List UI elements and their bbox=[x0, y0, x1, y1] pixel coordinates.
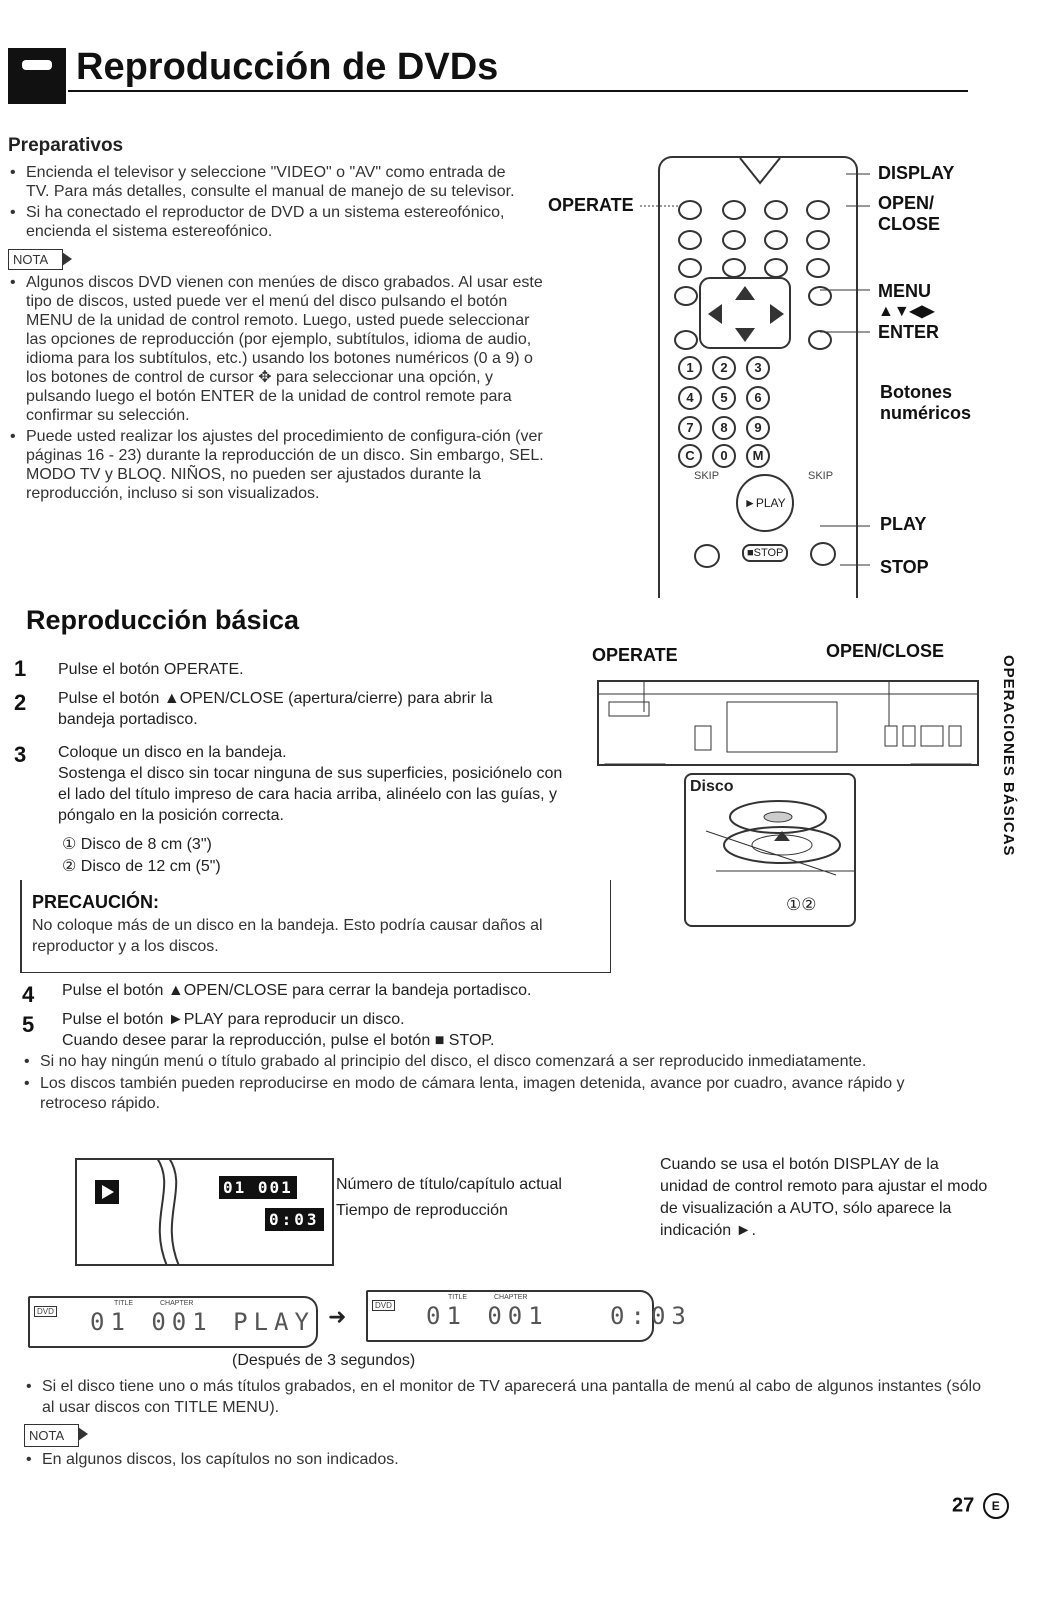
lcd-tag: DVD bbox=[372, 1300, 395, 1311]
skip-right-label: SKIP bbox=[808, 470, 834, 482]
step-text: Pulse el botón ►PLAY para reproducir un disco. bbox=[62, 1011, 405, 1028]
play-indicator-icon bbox=[95, 1180, 119, 1204]
remote-operate-label: OPERATE bbox=[548, 195, 634, 215]
step-text: Pulse el botón OPERATE. bbox=[58, 661, 244, 678]
lcd-title-label: TITLE bbox=[448, 1294, 468, 1301]
basic-bullet: • Si no hay ningún menú o título grabado al principio del disco, el disco comenzará a ser reproducido inmediatamente. bbox=[22, 1052, 972, 1072]
disc-size-item: ② Disco de 12 cm (5") bbox=[62, 858, 221, 875]
step-detail: Cuando desee parar la reproducción, pulse el botón ■ STOP. bbox=[62, 1032, 495, 1049]
section-side-tab: OPERACIONES BÁSICAS bbox=[1000, 655, 1017, 857]
num-button: 7 bbox=[678, 416, 702, 440]
title-chapter-caption: Número de título/capítulo actual bbox=[336, 1176, 562, 1193]
lcd-time-text: 01 001 0:03 bbox=[426, 1302, 692, 1330]
lcd-chapter-label: CHAPTER bbox=[160, 1300, 194, 1307]
dvd-player-figure bbox=[597, 680, 979, 766]
player-operate-label: OPERATE bbox=[592, 645, 678, 665]
end-notes bbox=[24, 1376, 984, 1472]
num-button: 1 bbox=[678, 356, 702, 380]
num-button: 3 bbox=[746, 356, 770, 380]
step-text: Coloque un disco en la bandeja. bbox=[58, 744, 287, 761]
disc-markers: ①② bbox=[786, 895, 817, 914]
num-button: C bbox=[678, 444, 702, 468]
display-note: Cuando se usa el botón DISPLAY de la unidad de control remoto para ajustar el modo de visualización a AUTO, sólo aparece la indicación ►. bbox=[660, 1156, 988, 1239]
step-number: 2 bbox=[14, 690, 27, 715]
remote-callout-lines bbox=[610, 160, 870, 590]
nota-bullet: • Algunos discos DVD vienen con menúes de disco grabados. Al usar este tipo de discos, usted puede ver el menú del disco pulsando el botón MENU de la unidad de control remoto. Luego, usted puede seleccionar las opciones de reproducción (por ejemplo, subtítulos, idioma de audio, idioma para los subtítulos, etc.) usando los botones numéricos (0 a 9) o los botones de control de cursor ✥ para seleccionar una opción, y pulsando luego el botón ENTER de la unidad de control remote para confirmar su selección. bbox=[8, 273, 548, 425]
disco-label: Disco bbox=[690, 778, 734, 795]
remote-open-close-label: OPEN/ CLOSE bbox=[878, 193, 941, 234]
dvd-player-drawing bbox=[599, 682, 977, 764]
display-figure bbox=[75, 1158, 334, 1266]
lcd-caption: (Después de 3 segundos) bbox=[232, 1352, 416, 1369]
preparativos-bullet: • Encienda el televisor y seleccione "VIDEO" o "AV" como entrada de TV. Para más detalles, consulte el manual de manejo de su televisor. bbox=[8, 163, 518, 201]
lcd-tag: DVD bbox=[34, 1306, 57, 1317]
skip-left-label: SKIP bbox=[694, 470, 720, 482]
remote-numeric-label: Botones numéricos bbox=[880, 382, 972, 423]
remote-display-label: DISPLAY bbox=[878, 163, 955, 183]
section-icon bbox=[8, 48, 66, 104]
page-number bbox=[952, 1493, 1009, 1519]
num-button: 4 bbox=[678, 386, 702, 410]
basic-heading: Reproducción básica bbox=[26, 605, 300, 635]
num-button: 9 bbox=[746, 416, 770, 440]
precaution-title: PRECAUCIÓN: bbox=[32, 892, 160, 912]
disc-size-item: ① Disco de 8 cm (3") bbox=[62, 836, 212, 853]
remote-enter-label: ENTER bbox=[878, 322, 940, 342]
num-button: 6 bbox=[746, 386, 770, 410]
step-text: Pulse el botón ▲OPEN/CLOSE (apertura/cierre) para abrir la bandeja portadisco. bbox=[58, 690, 493, 728]
end-nota-label: NOTA bbox=[24, 1424, 79, 1447]
player-open-close-label: OPEN/CLOSE bbox=[826, 641, 945, 661]
play-button-label: ►PLAY bbox=[744, 496, 786, 510]
step-number: 1 bbox=[14, 656, 27, 681]
title-rule bbox=[68, 90, 968, 92]
lcd-time-display bbox=[366, 1290, 692, 1342]
lcd-play-display bbox=[28, 1296, 318, 1348]
preparativos-list bbox=[8, 163, 544, 505]
lcd-chapter-label: CHAPTER bbox=[494, 1294, 528, 1301]
basic-bullets bbox=[22, 1052, 972, 1116]
precaution-text: No coloque más de un disco en la bandeja. Esto podría causar daños al reproductor y a los discos. bbox=[32, 917, 543, 955]
num-button: 5 bbox=[712, 386, 736, 410]
sequence-arrow-icon: ➜ bbox=[328, 1304, 347, 1329]
precaution-box bbox=[20, 880, 611, 973]
time-readout: 0:03 bbox=[265, 1208, 324, 1231]
num-button: 8 bbox=[712, 416, 736, 440]
remote-menu-label: MENU bbox=[878, 281, 931, 301]
step-text: Pulse el botón ▲OPEN/CLOSE para cerrar la bandeja portadisco. bbox=[62, 982, 532, 999]
remote-stop-label: STOP bbox=[880, 557, 929, 577]
step-number: 3 bbox=[14, 742, 27, 767]
end-bullet: • Si el disco tiene uno o más títulos grabados, en el monitor de TV aparecerá una pantalla de menú al cabo de algunos instantes (sólo al usar discos con TITLE MENU). bbox=[24, 1376, 984, 1418]
preparativos-heading: Preparativos bbox=[8, 135, 124, 156]
remote-arrows-label: ▲▼◀▶ bbox=[878, 303, 935, 320]
page-number-value: 27 bbox=[952, 1494, 975, 1517]
lcd-play-text: 01 001 PLAY bbox=[90, 1308, 315, 1336]
lcd-title-label: TITLE bbox=[114, 1300, 134, 1307]
nota-bullet: • Puede usted realizar los ajustes del procedimiento de configura-ción (ver páginas 16 - 23) durante la reproducción de un disco. Sin embargo, SEL. MODO TV y BLOQ. NIÑOS, no pueden ser ajustados durante la reproducción, incluso si son visualizados. bbox=[8, 427, 548, 503]
page-title: Reproducción de DVDs bbox=[76, 46, 499, 88]
preparativos-bullet: • Si ha conectado el reproductor de DVD a un sistema estereofónico, encienda el sistema estereofónico. bbox=[8, 203, 518, 241]
title-chapter-readout: 01 001 bbox=[219, 1176, 297, 1199]
num-button: 0 bbox=[712, 444, 736, 468]
disc-tray-figure bbox=[684, 773, 856, 927]
stop-button-label: ■STOP bbox=[742, 544, 788, 562]
remote-play-label: PLAY bbox=[880, 514, 927, 534]
step-detail: Sostenga el disco sin tocar ninguna de sus superficies, posiciónelo con el lado del título impreso de cara hacia arriba, alinéelo con las guías, y póngalo en la posición correcta. bbox=[58, 765, 563, 824]
display-break-icon bbox=[137, 1158, 197, 1266]
nota-label: NOTA bbox=[8, 249, 63, 270]
step-number: 5 bbox=[22, 1012, 35, 1037]
language-e-icon: E bbox=[983, 1493, 1009, 1519]
num-button: 2 bbox=[712, 356, 736, 380]
basic-bullet: • Los discos también pueden reproducirse en modo de cámara lenta, imagen detenida, avance por cuadro, avance rápido y retroceso rápido. bbox=[22, 1074, 972, 1114]
end-nota-text: • En algunos discos, los capítulos no son indicados. bbox=[24, 1449, 984, 1470]
time-caption: Tiempo de reproducción bbox=[336, 1202, 508, 1219]
num-button: M bbox=[746, 444, 770, 468]
disc-tray-drawing bbox=[686, 775, 854, 925]
step-number: 4 bbox=[22, 982, 35, 1007]
